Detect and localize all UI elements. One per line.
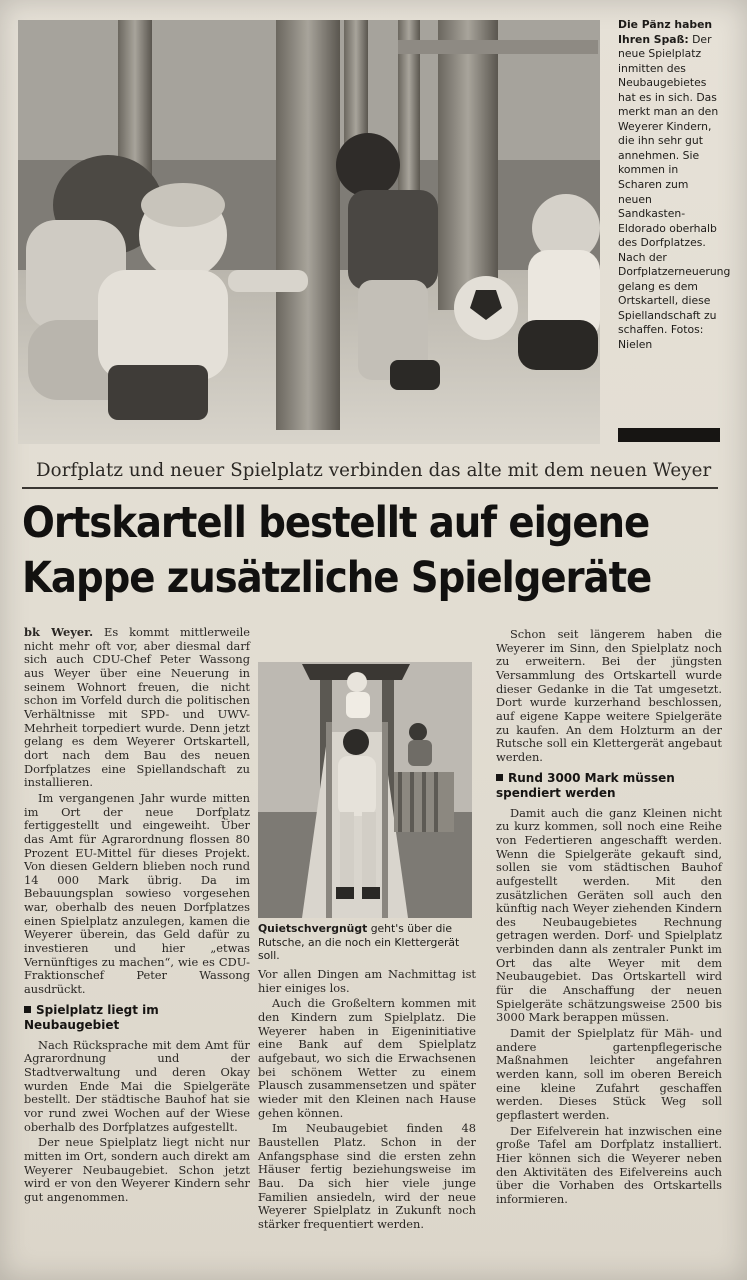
headline	[22, 496, 661, 606]
subheading-text: Spielplatz liegt im Neubaugebiet	[24, 1002, 159, 1032]
paragraph	[24, 626, 250, 790]
subheading-text: Rund 3000 Mark müssen spendiert werden	[496, 770, 675, 800]
paragraph: Damit der Spielplatz für Mäh- und andere gartenpflegerische Maßnahmen leichter angefahren werden kann, soll im oberen Bereich eine kleine Zufahrt geschaffen werden. Dieses Stück Weg soll gepflastert werden.	[496, 1026, 722, 1122]
paragraph-text: Es kommt mittlerweile nicht mehr oft vor, aber diesmal darf sich auch CDU-Chef Peter Wassong aus Weyer über eine Neuerung in seinem Wohnort freuen, die nicht schon im Vorfeld durch die politischen Verhältnisse mit SPD- und UWV-Mehrheit torpediert wurde. Denn jetzt gelang es dem Weyerer Ortskartell, dort nach dem Bau des neuen Dorfplatzes eine Spiellandschaft zu installieren.	[24, 625, 250, 790]
headline-line-2: Kappe zusätzliche Spielgeräte	[22, 553, 652, 603]
paragraph: Im Neubaugebiet finden 48 Baustellen Platz. Schon in der Anfangsphase sind die ersten zehn Häuser fertig beziehungsweise im Bau. Da sich hier viele junge Familien ansiedeln, wird der neue Weyerer Spielplatz in Zukunft noch stärker frequentiert werden.	[258, 1121, 476, 1231]
subheading	[496, 771, 722, 801]
caption-title: Die Pänz haben Ihren Spaß:	[618, 18, 713, 46]
caption-text: Der neue Spielplatz inmitten des Neubaugebietes hat es in sich. Das merkt man an den Weyerer Kindern, die ihn sehr gut annehmen. Sie kommen in Scharen zum neuen Sandkasten-Eldorado oberhalb des Dorfplatzes. Nach der Dorfplatzerneuerung gelang es dem Ortskartell, diese Spiellandschaft zu schaffen.	[618, 32, 731, 337]
square-bullet-icon	[24, 1006, 31, 1013]
article-column-right	[496, 628, 722, 1209]
paragraph: Nach Rücksprache mit dem Amt für Agrarordnung und der Stadtverwaltung und deren Okay wurden Ende Mai die Spielgeräte bestellt. Der städtische Bauhof hat sie vor rund zwei Wochen auf der Wiese oberhalb des Dorfplatzes aufgestellt.	[24, 1037, 250, 1134]
photo-children-sandbox	[18, 20, 600, 444]
paragraph: Vor allen Dingen am Nachmittag ist hier einiges los.	[258, 967, 476, 995]
paragraph: Auch die Großeltern kommen mit den Kindern zum Spielplatz. Die Weyerer haben in Eigeninitiative eine Bank auf dem Spielplatz aufgebaut, wo sich die Erwachsenen bei schönem Wetter zu einem Plausch zusammensetzen und später wieder mit den Kleinen nach Hause gehen können.	[258, 996, 476, 1120]
paragraph: Der Eifelverein hat inzwischen eine große Tafel am Dorfplatz installiert. Hier können sich die Weyerer neben den Aktivitäten des Eifelvereins auch über die Vorhaben des Ortskartells informieren.	[496, 1123, 722, 1206]
paragraph: Schon seit längerem haben die Weyerer im Sinn, den Spielplatz noch zu erweitern. Bei der jüngsten Versammlung des Ortskartell wurde dieser Gedanke in die Tat umgesetzt. Dort wurde kurzerhand beschlossen, auf eigene Kappe weitere Spielgeräte zu kaufen. An dem Holzturm an der Rutsche soll ein Klettergerät angebaut werden.	[496, 627, 722, 764]
kicker-rule	[22, 487, 718, 489]
article-column-middle	[258, 968, 476, 1233]
dateline: bk Weyer.	[24, 625, 94, 639]
photo-children-sandbox-image	[18, 20, 600, 444]
article-column-left	[24, 626, 250, 1207]
kicker-line: Dorfplatz und neuer Spielplatz verbinden das alte mit dem neuen Weyer	[36, 460, 712, 481]
photo-slide	[258, 662, 472, 918]
square-bullet-icon	[496, 774, 503, 781]
paragraph: Damit auch die ganz Kleinen nicht zu kurz kommen, soll noch eine Reihe von Federtieren angeschafft werden. Wenn die Spielgeräte gekauft sind, sollen sie vom städtischen Bauhof aufgestellt werden. Mit den zusätzlichen Geräten soll auch den künftig nach Weyer ziehenden Kindern des Neubaugebietes Rechnung getragen werden. Dorf- und Spielplatz verbinden dann als zentraler Punkt im Ort das alte Weyer mit dem Neubaugebiet. Das Ortskartell wird für die Anschaffung der neuen Spielgeräte schätzungsweise 2500 bis 3000 Mark berappen müssen.	[496, 805, 722, 1025]
caption-title: Quietschvergnügt	[258, 922, 368, 935]
photo-credit: Fotos: Nielen	[618, 323, 704, 352]
paragraph: Im vergangenen Jahr wurde mitten im Ort der neue Dorfplatz fertiggestellt und eingeweiht. Über das Amt für Agrarordnung flossen 80 Prozent EU-Mittel für dieses Projekt. Von diesen Geldern blieben noch rund 14 000 Mark übrig. Da im Bebauungsplan sowieso vorgesehen war, oberhalb des neuen Dorfplatzes einen Spielplatz anzulegen, kamen die Weyerer überein, das Geld dafür zu investieren und hier „etwas Vernünftiges zu machen“, wie es CDU-Fraktionschef Peter Wassong ausdrückt.	[24, 790, 250, 997]
photo-slide-image	[258, 662, 472, 918]
subheading	[24, 1003, 250, 1033]
photo-caption	[618, 18, 731, 353]
headline-line-1: Ortskartell bestellt auf eigene	[22, 498, 650, 548]
caption-text: geht's über die Rutsche, an die noch ein Klettergerät soll.	[258, 922, 460, 962]
caption-bar	[618, 428, 720, 442]
paragraph: Der neue Spielplatz liegt nicht nur mitten im Ort, sondern auch direkt am Weyerer Neubaugebiet. Schon jetzt wird er von den Weyerer Kindern sehr gut angenommen.	[24, 1135, 250, 1204]
inset-photo-caption	[258, 922, 474, 963]
